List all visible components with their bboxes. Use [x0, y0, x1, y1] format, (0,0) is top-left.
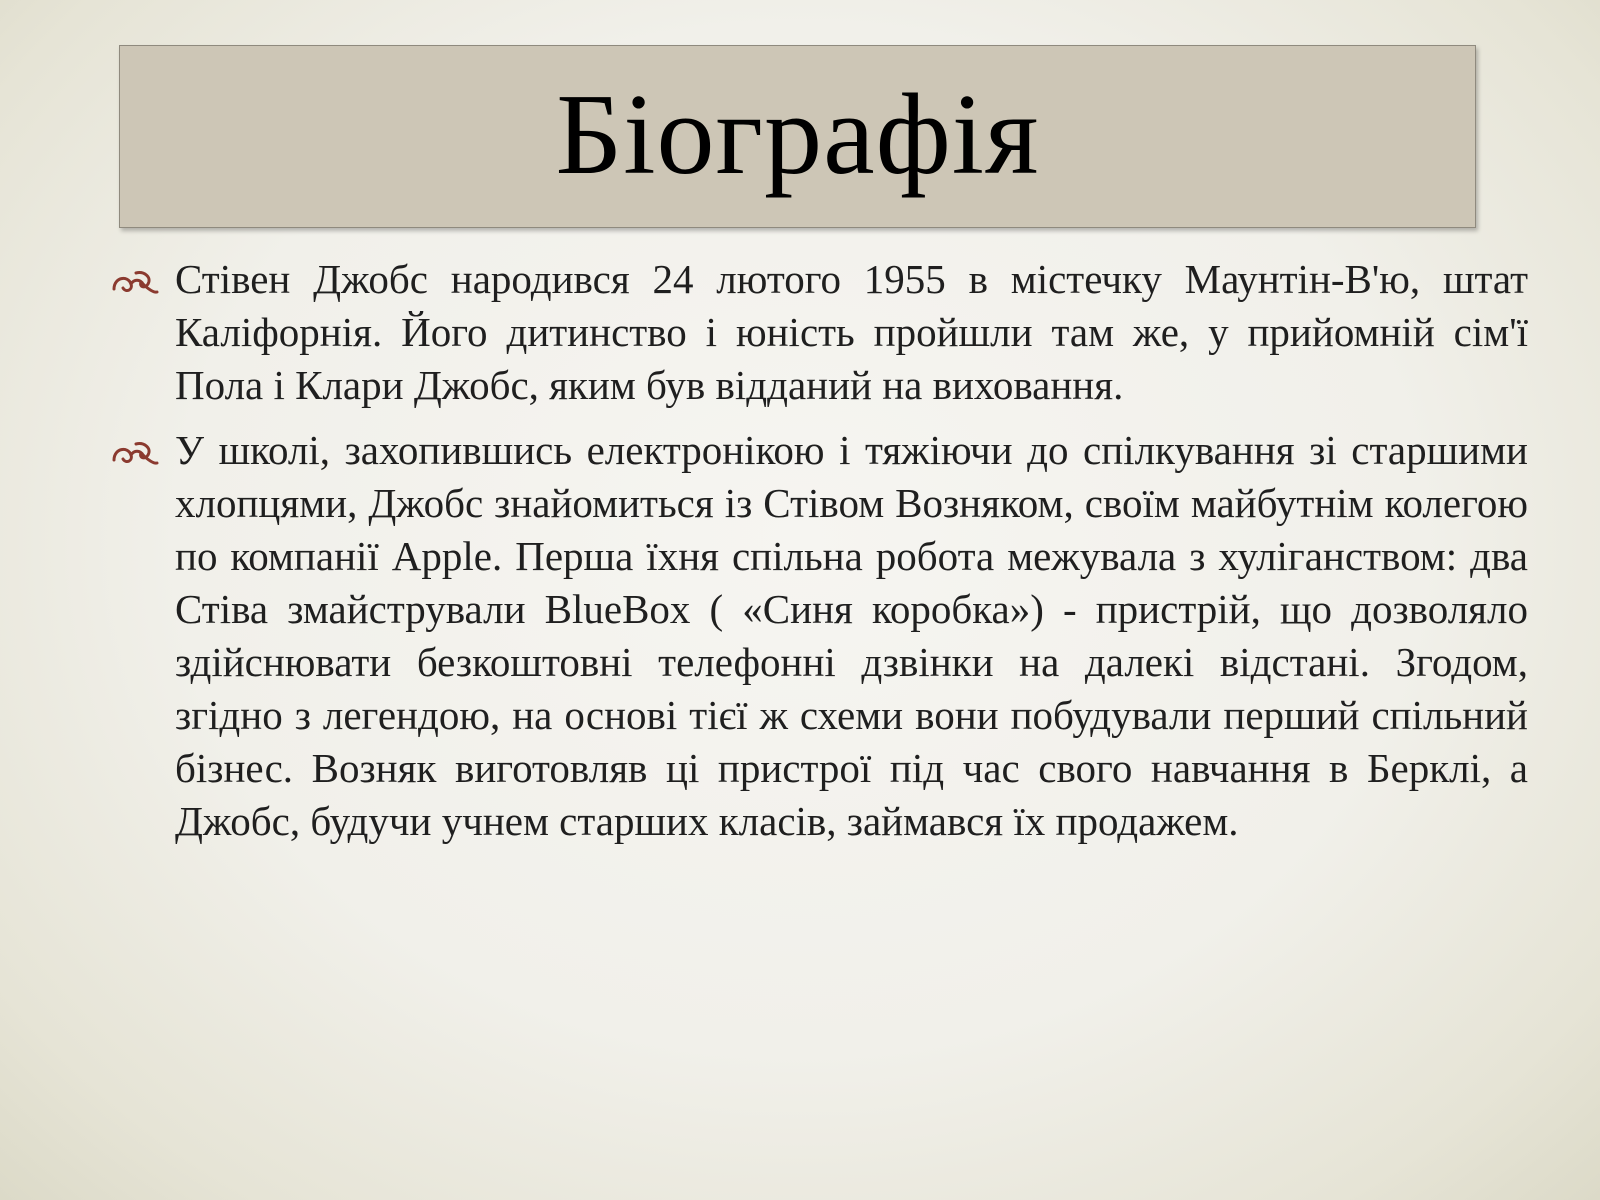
- bullet-item: [110, 424, 1528, 848]
- bullet-item: [110, 253, 1528, 412]
- title-box: [119, 45, 1476, 228]
- slide-title: Біографія: [555, 70, 1040, 199]
- swirl-bullet-icon: [110, 438, 160, 468]
- bullet-text: У школі, захопившись електронікою і тяжіючи до спілкування зі старшими хлопцями, Джобс знайомиться із Стівом Возняком, своїм майбутнім колегою по компанії Apple. Перша їхня спільна робота межувала з хуліганством: два Стіва змайстрували BlueBox ( «Синя коробка») - пристрій, що дозволяло здійснювати безкоштовні телефонні дзвінки на далекі відстані. Згодом, згідно з легендою, на основі тієї ж схеми вони побудували перший спільний бізнес. Возняк виготовляв ці пристрої під час свого навчання в Берклі, а Джобс, будучи учнем старших класів, займався їх продажем.: [175, 427, 1528, 844]
- swirl-bullet-icon: [110, 267, 160, 297]
- bullet-text: Стівен Джобс народився 24 лютого 1955 в містечку Маунтін-В'ю, штат Каліфорнія. Його дитинство і юність пройшли там же, у прийомній сім'ї Пола і Клари Джобс, яким був відданий на виховання.: [175, 256, 1528, 408]
- bullet-list: [110, 253, 1528, 860]
